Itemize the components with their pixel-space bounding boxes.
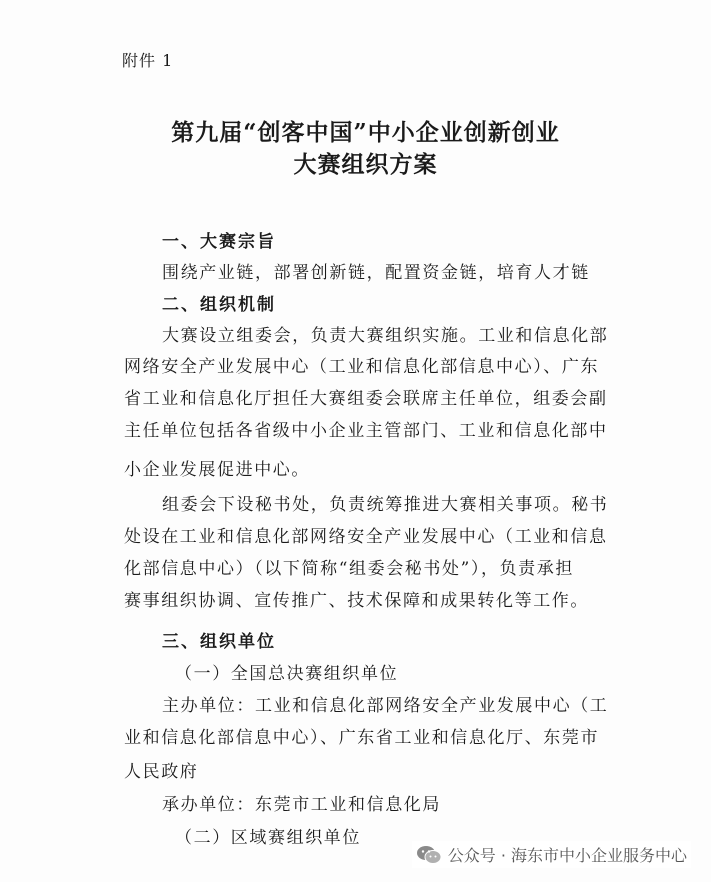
body-line: 网络安全产业发展中心（工业和信息化部信息中心）、广东 [124, 357, 600, 377]
subsection-heading-regional: （二）区域赛组织单位 [175, 828, 361, 848]
body-line: 承办单位：东莞市工业和信息化局 [162, 795, 441, 815]
wechat-icon [416, 845, 442, 865]
section-heading-purpose: 一、大赛宗旨 [162, 232, 276, 252]
body-line: 人民政府 [124, 762, 199, 782]
attachment-label: 附件 1 [122, 51, 174, 70]
body-line: 主办单位：工业和信息化部网络安全产业发展中心（工 [162, 696, 609, 716]
subsection-heading-national-final: （一）全国总决赛组织单位 [175, 664, 399, 684]
body-line: 围绕产业链，部署创新链，配置资金链，培育人才链 [162, 263, 590, 283]
body-line: 小企业发展促进中心。 [124, 460, 310, 480]
watermark-text: 公众号 · 海东市中小企业服务中心 [447, 846, 687, 865]
body-line: 处设在工业和信息化部网络安全产业发展中心（工业和信息 [124, 527, 608, 547]
body-line: 业和信息化部信息中心）、广东省工业和信息化厅、东莞市 [124, 728, 600, 748]
section-heading-mechanism: 二、组织机制 [162, 295, 276, 315]
body-line: 赛事组织协调、宣传推广、技术保障和成果转化等工作。 [124, 591, 589, 611]
body-line: 化部信息中心）（以下简称“组委会秘书处”），负责承担 [124, 559, 574, 579]
body-line: 组委会下设秘书处，负责统筹推进大赛相关事项。秘书 [162, 495, 609, 515]
section-heading-organizers: 三、组织单位 [162, 632, 276, 652]
document-title-line-2: 大赛组织方案 [293, 151, 438, 178]
wechat-watermark [412, 841, 691, 868]
body-line: 省工业和信息化厅担任大赛组委会联席主任单位，组委会副 [124, 389, 608, 409]
document-title-line-1: 第九届“创客中国”中小企业创新创业 [171, 119, 560, 146]
body-line: 主任单位包括各省级中小企业主管部门、工业和信息化部中 [124, 421, 608, 441]
body-line: 大赛设立组委会，负责大赛组织实施。工业和信息化部 [162, 326, 609, 346]
